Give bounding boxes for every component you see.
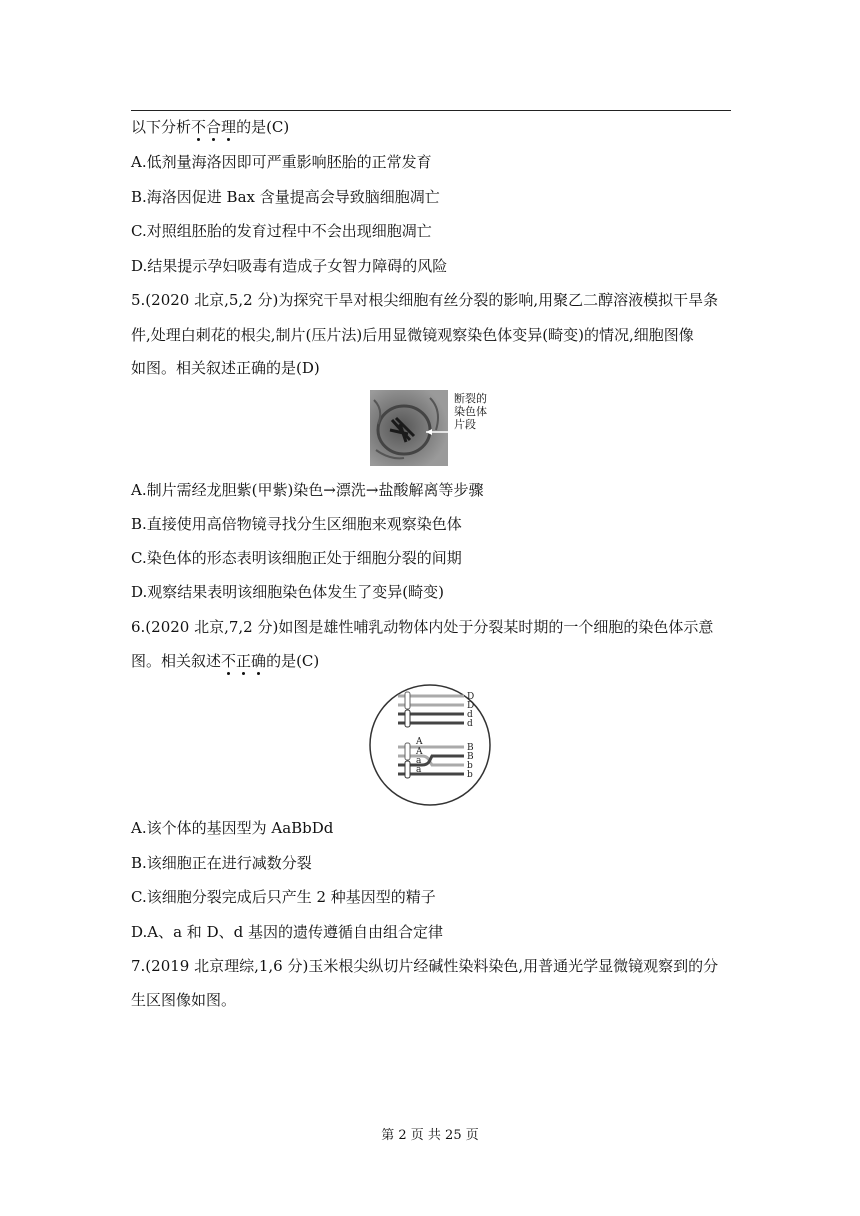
q4-option-c: C.对照组胚胎的发育过程中不会出现细胞凋亡 (131, 222, 432, 240)
gene-label: A (416, 737, 423, 747)
centromere (405, 710, 410, 727)
gene-label: D (467, 701, 475, 711)
q5-option-c: C.染色体的形态表明该细胞正处于细胞分裂的间期 (131, 549, 462, 567)
gene-label: a (416, 756, 422, 766)
q6-stem-answer: 的是(C) (266, 652, 320, 670)
q5-stem-line-2: 件,处理白刺花的根尖,制片(压片法)后用显微镜观察染色体变异(畸变)的情况,细胞图像 (131, 326, 694, 344)
centromere (405, 743, 410, 760)
q6-stem-emphasis (221, 652, 266, 670)
q5-option-a: A.制片需经龙胆紫(甲紫)染色→漂洗→盐酸解离等步骤 (131, 481, 484, 499)
q6-option-a: A.该个体的基因型为 AaBbDd (131, 819, 334, 837)
q4-stem (131, 117, 289, 137)
q6-option-d: D.A、a 和 D、d 基因的遗传遵循自由组合定律 (131, 923, 443, 941)
gene-label: d (467, 719, 473, 729)
q7-stem-line-2: 生区图像如图。 (131, 991, 237, 1009)
emphasis-char: 不 (191, 118, 207, 136)
q5-figure-caption: 断裂的染色体片段 (454, 392, 487, 431)
q6-stem-line-2 (131, 651, 319, 671)
q4-option-d: D.结果提示孕妇吸毒有造成子女智力障碍的风险 (131, 257, 448, 275)
centromere (405, 761, 410, 778)
q4-stem-answer: 的是(C) (236, 118, 290, 136)
centromere (405, 692, 410, 709)
q4-stem-text: 以下分析 (131, 118, 192, 136)
q5-option-b: B.直接使用高倍物镜寻找分生区细胞来观察染色体 (131, 515, 462, 533)
gene-label: b (467, 770, 473, 780)
q6-cell-diagram (368, 683, 492, 807)
header-rule (131, 110, 731, 111)
q5-stem-line-1: 5.(2020 北京,5,2 分)为探究干旱对根尖细胞有丝分裂的影响,用聚乙二醇溶液模拟干旱条 (131, 291, 719, 309)
gene-label: A (416, 747, 423, 757)
page-footer: 第 2 页 共 25 页 (381, 1128, 479, 1143)
q6-option-b: B.该细胞正在进行减数分裂 (131, 854, 312, 872)
gene-label: b (467, 761, 473, 771)
emphasis-char: 合 (206, 118, 222, 136)
q5-micrograph-figure (370, 390, 500, 466)
q4-option-a: A.低剂量海洛因即可严重影响胚胎的正常发育 (131, 153, 432, 171)
gene-label: D (467, 692, 475, 702)
emphasis-char: 正 (236, 652, 252, 670)
emphasis-char: 确 (251, 652, 267, 670)
q5-stem-line-3: 如图。相关叙述正确的是(D) (131, 359, 320, 377)
emphasis-char: 理 (221, 118, 237, 136)
q6-stem-line-1: 6.(2020 北京,7,2 分)如图是雄性哺乳动物体内处于分裂某时期的一个细胞的染色体示意 (131, 618, 714, 636)
emphasis-char: 不 (221, 652, 237, 670)
q6-option-c: C.该细胞分裂完成后只产生 2 种基因型的精子 (131, 888, 436, 906)
gene-label: B (467, 743, 474, 753)
q4-stem-emphasis (191, 118, 236, 136)
q7-stem-line-1: 7.(2019 北京理综,1,6 分)玉米根尖纵切片经碱性染料染色,用普通光学显微镜观察到的分 (131, 957, 719, 975)
q6-stem-text: 图。相关叙述 (131, 652, 222, 670)
gene-label: d (467, 710, 473, 720)
q4-option-b: B.海洛因促进 Bax 含量提高会导致脑细胞凋亡 (131, 188, 440, 206)
gene-label: B (467, 752, 474, 762)
q5-option-d: D.观察结果表明该细胞染色体发生了变异(畸变) (131, 583, 444, 601)
gene-label: a (416, 765, 422, 775)
